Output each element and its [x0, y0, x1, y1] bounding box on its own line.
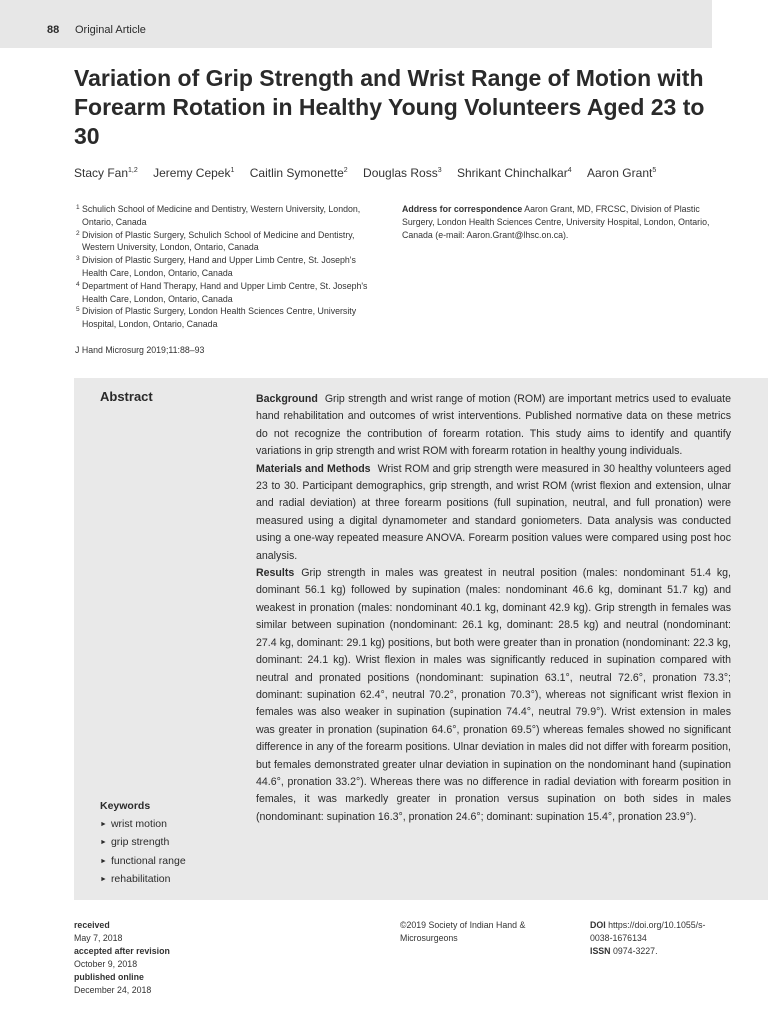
keyword-item[interactable]: ► functional range — [100, 853, 186, 872]
author[interactable]: Caitlin Symonette$^2$ — [249, 166, 348, 180]
author[interactable]: Stacy Fan$^{1,2}$ — [74, 166, 138, 180]
author[interactable]: Shrikant Chinchalkar$^4$ — [456, 166, 572, 180]
keyword-item[interactable]: ► grip strength — [100, 834, 186, 853]
affiliation: 2 Division of Plastic Surgery, Schulich School of Medicine and Dentistry, Western University, London, Ontario, Canada — [76, 229, 355, 253]
affiliation: 1 Schulich School of Medicine and Dentistry, Western University, London, Ontario, Canada — [76, 204, 361, 227]
abstract-box — [74, 378, 768, 900]
doi-link[interactable]: https://doi.org/10.1055/s-0038-1676134 — [590, 920, 706, 943]
article-title: Variation of Grip Strength and Wrist Range of Motion with Forearm Rotation in Healthy Young Volunteers Aged 23 to 30 — [74, 65, 705, 149]
abstract-background: Background Grip strength and wrist range of motion (ROM) are important metrics used to evaluate hand rehabilitation and outcomes of wrist interventions. Published normative data on these metrics do not recognize the contribution of forearm rotation. This study aims to identify and quantify variations in grip strength and wrist ROM with forearm rotation in healthy young individuals. — [256, 393, 731, 458]
abstract-heading: Abstract — [100, 389, 153, 404]
affiliations — [76, 203, 376, 331]
journal-citation: J Hand Microsurg 2019;11:88–93 — [75, 345, 205, 355]
abstract-methods: Materials and Methods Wrist ROM and grip strength were measured in 30 healthy volunteers aged 23 to 30. Participant demographics, grip strength, and wrist ROM (wrist flexion and extension, ulnar and radial deviation) at three forearm positions (full supination, neutral, and full pronation) were measured using a digital dynamometer and standard goniometers. Data analysis was conducted using a one-way repeated measure ANOVA. Forearm position values were compared using post hoc analysis. — [256, 462, 731, 562]
copyright: ©2019 Society of Indian Hand & Microsurgeons — [400, 920, 526, 943]
abstract-results: Results Grip strength in males was greatest in neutral position (males: nondominant 51.4 kg, dominant 56.1 kg) followed by supination (males: nondominant 46.6 kg, dominant 51.7 kg) and weakest in pronation (males: nondominant 40.1 kg, dominant 42.9 kg). Grip strength in females was similar between supination (nondominant: 26.1 kg, dominant: 28.5 kg) and neutral (nondominant: 27.4 kg, dominant: 29.1 kg) positions, but both were greater than in pronation (nondominant: 22.3 kg, dominant: 24.1 kg). Wrist flexion in males was significantly reduced in supination compared with neutral and pronated positions (nondominant: supination 63.1°, neutral 72.6°, pronation 73.3°; dominant: supination 62.4°, neutral 70.2°, pronation 70.3°), whereas not significant wrist flexion in females was also weaker in supination (supination 74.4°, neutral 79.9°). Wrist extension in males was greater in pronation (supination 64.6°, pronation 69.5°) whereas females showed no significant difference in any of the forearm positions. Ulnar deviation in males did not differ with forearm position, but females demonstrated greater ulnar deviation in supination on the nondominant hand (supination 44.6°, pronation 33.2°). Whereas there was no difference in radial deviation with forearm position in females, it was markedly greater in pronation versus supination on both sides in males (nondominant: supination 16.3°, pronation 24.6°; dominant: supination 15.4°, pronation 23.9°). — [256, 567, 731, 823]
page-number: 88 — [47, 24, 60, 36]
abstract-body — [256, 391, 731, 826]
keyword-item[interactable]: ► wrist motion — [100, 816, 186, 835]
author[interactable]: Douglas Ross$^3$ — [363, 166, 442, 180]
correspondence: Address for correspondence Aaron Grant, MD, FRCSC, Division of Plastic Surgery, London Health Sciences Centre, University Hospital, London, Ontario, Canada (e-mail: Aaron.Grant@lhsc.on.ca). — [402, 204, 710, 240]
doi-issn: DOI https://doi.org/10.1055/s-0038-1676134 ISSN 0974-3227. — [590, 920, 706, 956]
affiliation: 4 Department of Hand Therapy, Hand and Upper Limb Centre, St. Joseph's Health Care, London, Ontario, Canada — [76, 280, 368, 304]
keyword-item[interactable]: ► rehabilitation — [100, 871, 186, 890]
author[interactable]: Aaron Grant$^5$ — [586, 166, 657, 180]
correspondence-text[interactable]: Aaron Grant, MD, FRCSC, Division of Plastic Surgery, London Health Sciences Centre, University Hospital, London, Ontario, Canada (e-mail: Aaron.Grant@lhsc.on.ca). — [402, 204, 710, 240]
author[interactable]: Jeremy Cepek$^1$ — [153, 166, 235, 180]
header-bar — [0, 0, 712, 48]
affiliation: 3 Division of Plastic Surgery, Hand and Upper Limb Centre, St. Joseph's Health Care, London, Ontario, Canada — [76, 255, 356, 278]
author-list — [74, 166, 668, 180]
section-label: Original Article — [75, 24, 146, 36]
publication-dates: received May 7, 2018 accepted after revision October 9, 2018 published online December 24, 2018 — [74, 920, 170, 995]
affiliation: 5 Division of Plastic Surgery, London Health Sciences Centre, University Hospital, London, Ontario, Canada — [76, 306, 357, 330]
keywords — [100, 798, 186, 890]
keywords-heading: Keywords — [100, 800, 151, 812]
